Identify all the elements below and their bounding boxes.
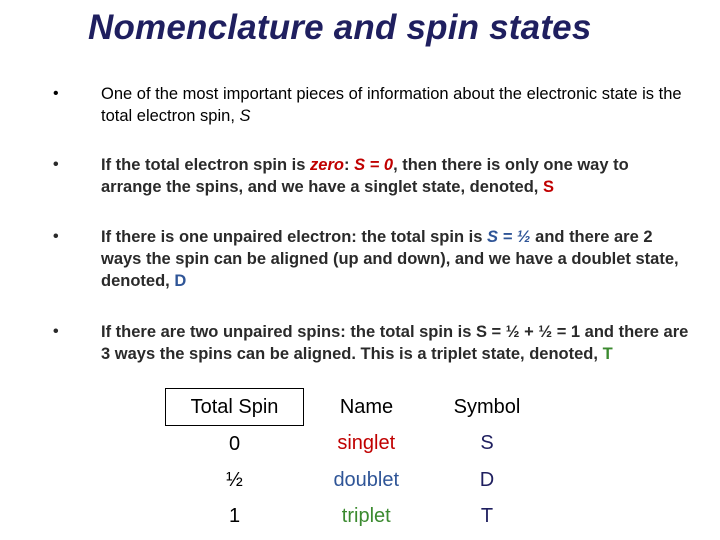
table-header-row [166, 389, 546, 426]
cell-total-spin: 1 [228, 504, 241, 527]
bullet-text-part: and there are 2 ways the spin can be aligned (up and down), and we have a doublet state, denoted, [101, 228, 679, 290]
bullet-text-part: If there are two unpaired spins: the total spin is S = ½ + ½ = 1 and there are 3 ways the spins can be aligned. This is a triplet state, denoted, [101, 323, 689, 363]
spin-states-table [165, 388, 545, 534]
bullet-text-part: If there is one unpaired electron: the total spin is [101, 228, 487, 246]
spin-equation: S = ½ [486, 228, 531, 246]
zero-term: zero [310, 156, 344, 174]
bullet-doublet [53, 226, 693, 292]
bullet-text [101, 226, 693, 292]
bullet-dot: • [53, 156, 59, 173]
table-row [166, 426, 546, 463]
header-symbol: Symbol [453, 395, 521, 418]
cell-symbol: S [480, 432, 494, 455]
bullet-text [101, 154, 693, 198]
bullet-text-part: If the total electron spin is [101, 156, 311, 174]
cell-name: triplet [341, 504, 391, 527]
spin-equation-text: S = 0 [354, 156, 394, 174]
bullet-singlet [53, 154, 693, 198]
cell-symbol: D [479, 468, 495, 491]
header-name: Name [339, 395, 394, 418]
cell-symbol: T [480, 504, 494, 527]
cell-total-spin: 0 [228, 432, 241, 455]
triplet-symbol: T [602, 345, 613, 363]
cell-total-spin: ½ [226, 468, 243, 491]
bullet-text-part: , then there is only one way to arrange the spins, and we have a singlet state, denoted, [101, 156, 629, 196]
table-row [166, 462, 546, 498]
bullet-text-part: : [343, 156, 355, 174]
table-row [166, 498, 546, 534]
bullet-dot: • [53, 85, 59, 102]
header-total-spin: Total Spin [166, 389, 304, 426]
slide-title: Nomenclature and spin states [88, 8, 592, 47]
doublet-symbol: D [174, 272, 187, 290]
spin-symbol: S [239, 107, 251, 125]
bullet-dot: • [53, 323, 59, 340]
cell-name: doublet [333, 468, 400, 491]
bullet-text [101, 83, 693, 127]
bullet-triplet [53, 321, 693, 365]
spin-equation [354, 156, 393, 174]
bullet-dot: • [53, 228, 59, 245]
bullet-total-spin [53, 83, 693, 127]
bullet-text-part: One of the most important pieces of information about the electronic state is the total electron spin, [101, 85, 682, 125]
singlet-symbol: S [542, 178, 554, 196]
bullet-text [101, 321, 693, 365]
cell-name: singlet [337, 432, 396, 455]
